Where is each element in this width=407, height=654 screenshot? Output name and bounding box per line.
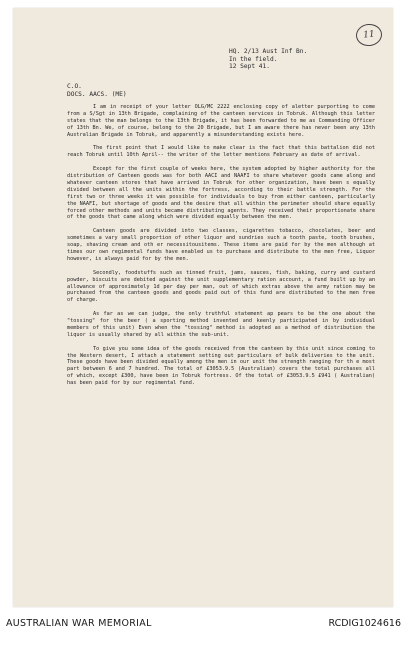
addressee-line-2: DOCS. AACS. (ME)	[67, 90, 127, 98]
paragraph: Except for the first couple of weeks here, the system adopted by higher authority for the distribution of Canteen goods was for both AACI and NAAFI to share whatever goods came along and whatever canteen stores that have arrived in Tobruk for other organization, have been s equally divided between all the units within the fortress, according to their battle strength. For the first two or three weeks it was possible for individuals to buy from either canteen, particularly the NAAFI, but shortage of goods and the desire that all within the perimeter should share equally forced other methods and units became distributing agents. They received their proportionate share of the goods that came along which were divided equally between the men.	[67, 166, 375, 221]
date-line: 12 Sept 41.	[229, 63, 270, 71]
record-id: RCDIG1024616	[328, 618, 401, 629]
paragraph: As far as we can judge, the only truthful statement ap pears to be the one about the "tossing" for the beer ( a sporting method invented and keenly participated in by individual members of this unit) Even when the "tossing" method is adopted as a method of distribution the liquor is usually shared by all within the sub-unit.	[67, 311, 375, 338]
folio-number: 11	[355, 23, 383, 48]
addressee-line-1: C.O.	[67, 83, 82, 90]
addressee-block	[67, 83, 127, 98]
location-line: In the field.	[229, 55, 278, 63]
letter-body	[67, 104, 375, 394]
paragraph: Canteen goods are divided into two classes, cigarettes tobacco, chocolates, beer and sometimes a vary small proportion of other liquor and sundries such a tooth paste, tooth brushes, soap, shaving cream and oth er necessitousitems. These items are paid for by the men although at times our own regimental funds have enabled us to purchase and distribute to the men free, Liquor however, is always paid for by the men.	[67, 228, 375, 262]
paragraph: To give you some idea of the goods received from the canteen by this unit since coming to the Western desert, I attach a statement setting out particulars of bulk deliveries to the unit. These goods have been divided equally among the men in our unit the strength ranging for th e most part between 6 and 7 hundred. The total of £3053.9.5 (Australian) covers the total purchases all of which, except £300, have been in Tobruk fortress. Of the total of £3053.9.5 £941 ( Australian) has been paid for by our regimental fund.	[67, 345, 375, 387]
paragraph: I am in receipt of your letter OLG/MC 2222 enclosing copy of aletter purporting to come from a S/Sgt in 13th Brigade, complaining of the canteen services in Tobruk. Although this letter states that the man belongs to the 13th Brigade, it has been forwarded to me as Commanding Officer of 13th Bn. We, of course, belong to the 20 Brigade, but I am aware there has never been any 13th Australian Brigade in Tobruk, and apparently a misunderstanding exists here.	[67, 104, 375, 138]
letter-header	[229, 48, 307, 71]
archive-footer	[0, 608, 407, 654]
paragraph: The first point that I would like to make clear is the fact that this battalion did not reach Tobruk until 10th April-- the writer of the letter mentions February as date of arrival.	[67, 145, 375, 159]
institution-name: AUSTRALIAN WAR MEMORIAL	[6, 618, 152, 629]
paragraph: Secondly, foodstuffs such as tinned fruit, jams, sauces, fish, baking, curry and custard powder, biscuits are debited against the unit supplementary ration account, a fund built up by an allowance of approximately 1d per day per man, out of which extras above the army ration may be purchased from the canteen goods and goods paid out of this fund are distributed to the men free of charge.	[67, 269, 375, 304]
unit-line: HQ. 2/13 Aust Inf Bn.	[229, 48, 308, 55]
document-page	[13, 8, 393, 607]
